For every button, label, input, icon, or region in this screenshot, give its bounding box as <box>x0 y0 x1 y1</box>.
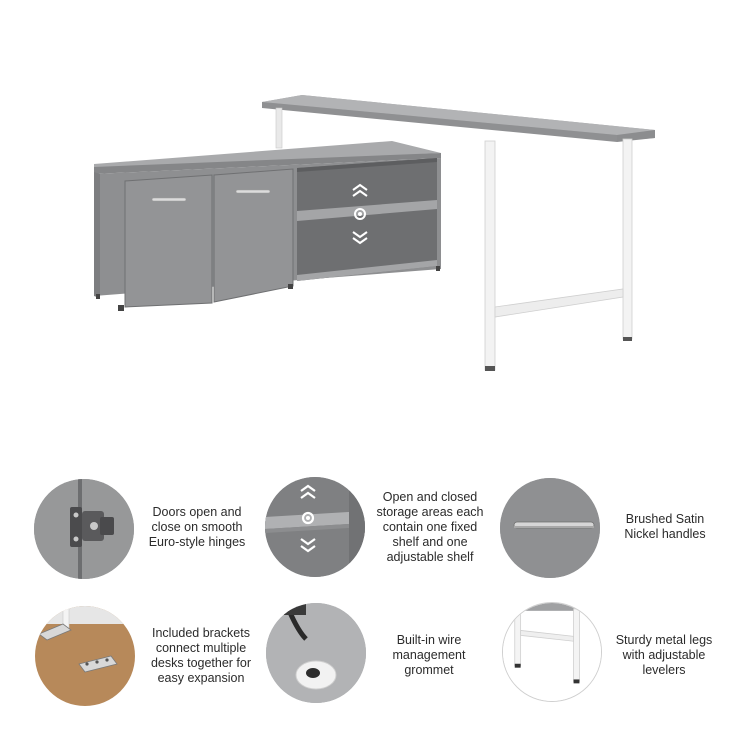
credenza-door-right <box>214 169 293 302</box>
handle-icon <box>500 478 600 578</box>
feature-grommet-caption: Built-in wire management grommet <box>392 633 466 677</box>
desk-crossbar <box>495 289 623 317</box>
feature-hinges-caption: Doors open and close on smooth Euro-style hinges <box>148 505 246 549</box>
hinge-icon <box>34 479 134 579</box>
feature-legs-caption: Sturdy metal legs with adjustable levelers <box>615 633 713 677</box>
grommet-icon <box>266 603 366 703</box>
desk-leg-front <box>485 141 495 370</box>
metal-leg-icon <box>502 602 602 702</box>
feature-handles-caption: Brushed Satin Nickel handles <box>624 512 706 541</box>
feature-storage-caption: Open and closed storage areas each contain one fixed shelf and one adjustable shelf <box>376 490 484 564</box>
adjustable-shelf-icon <box>265 477 365 577</box>
credenza-door-left <box>125 175 212 307</box>
bracket-icon <box>35 606 135 706</box>
desk-leg-back <box>623 139 632 339</box>
feature-brackets-caption: Included brackets connect multiple desks together for easy expansion <box>150 626 252 685</box>
